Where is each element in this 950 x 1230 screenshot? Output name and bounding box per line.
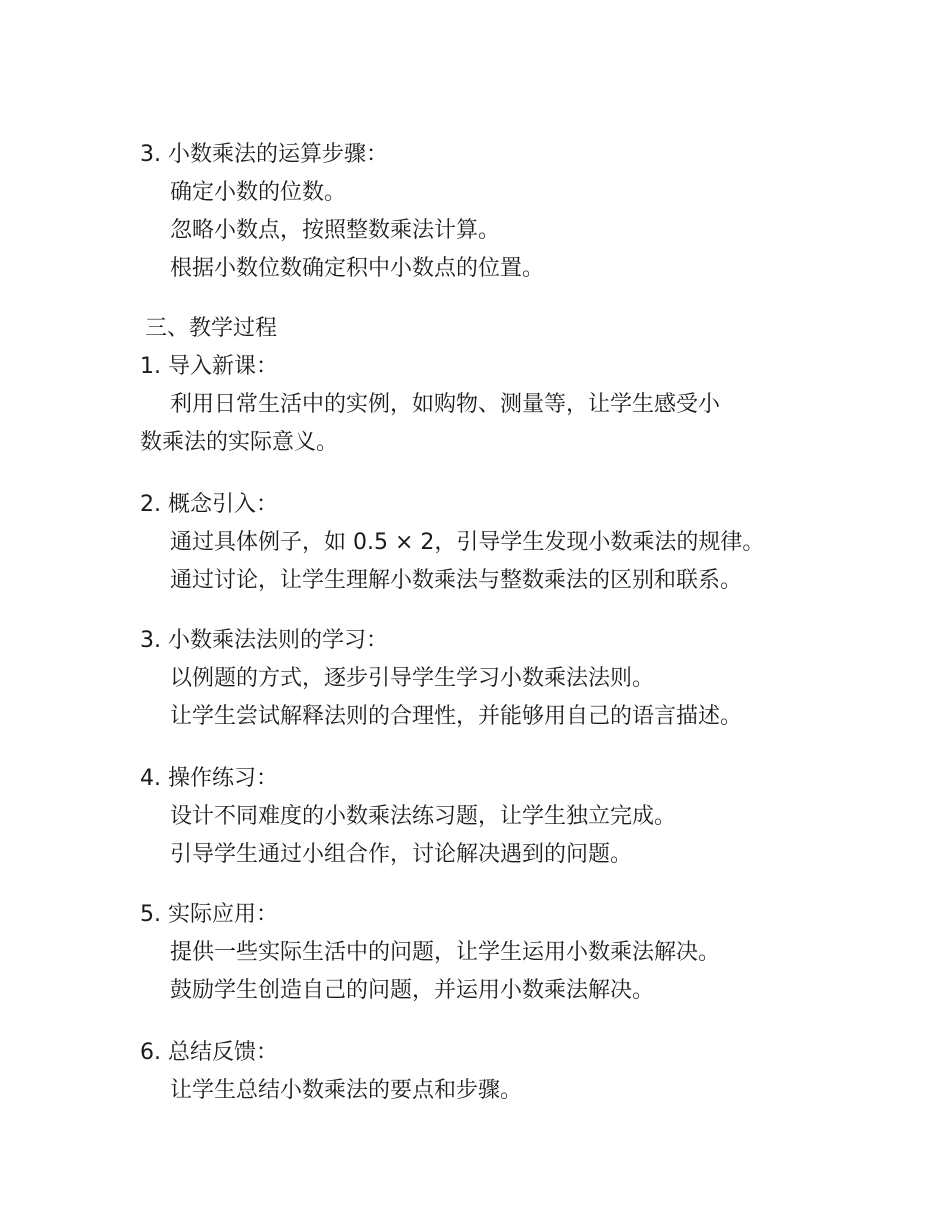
- stage-3-item-2: 让学生尝试解释法则的合理性，并能够用自己的语言描述。: [170, 704, 743, 729]
- stage-2-item-2: 通过讨论，让学生理解小数乘法与整数乘法的区别和联系。: [170, 568, 743, 593]
- stage-2-heading: 2. 概念引入：: [140, 492, 278, 517]
- steps-item-3: 根据小数位数确定积中小数点的位置。: [170, 256, 545, 281]
- stage-3-heading: 3. 小数乘法法则的学习：: [140, 628, 388, 653]
- stage-1-item-1: 利用日常生活中的实例，如购物、测量等，让学生感受小: [170, 392, 721, 417]
- steps-heading: 3. 小数乘法的运算步骤：: [140, 142, 388, 167]
- stage-6-item-1: 让学生总结小数乘法的要点和步骤。: [170, 1078, 523, 1103]
- stage-5-item-2: 鼓励学生创造自己的问题，并运用小数乘法解决。: [170, 978, 655, 1003]
- stage-4-item-2: 引导学生通过小组合作，讨论解决遇到的问题。: [170, 842, 633, 867]
- stage-1-continuation: 数乘法的实际意义。: [140, 430, 339, 455]
- stage-4-heading: 4. 操作练习：: [140, 766, 278, 791]
- stage-4-item-1: 设计不同难度的小数乘法练习题，让学生独立完成。: [170, 804, 677, 829]
- stage-3-item-1: 以例题的方式，逐步引导学生学习小数乘法法则。: [170, 666, 655, 691]
- stage-5-item-1: 提供一些实际生活中的问题，让学生运用小数乘法解决。: [170, 940, 721, 965]
- part-three-heading: 三、教学过程: [145, 316, 278, 341]
- stage-5-heading: 5. 实际应用：: [140, 902, 278, 927]
- stage-2-item-1: 通过具体例子，如 0.5 × 2，引导学生发现小数乘法的规律。: [170, 530, 765, 555]
- stage-1-heading: 1. 导入新课：: [140, 354, 278, 379]
- steps-item-1: 确定小数的位数。: [170, 180, 347, 205]
- steps-item-2: 忽略小数点，按照整数乘法计算。: [170, 218, 501, 243]
- stage-6-heading: 6. 总结反馈：: [140, 1040, 278, 1065]
